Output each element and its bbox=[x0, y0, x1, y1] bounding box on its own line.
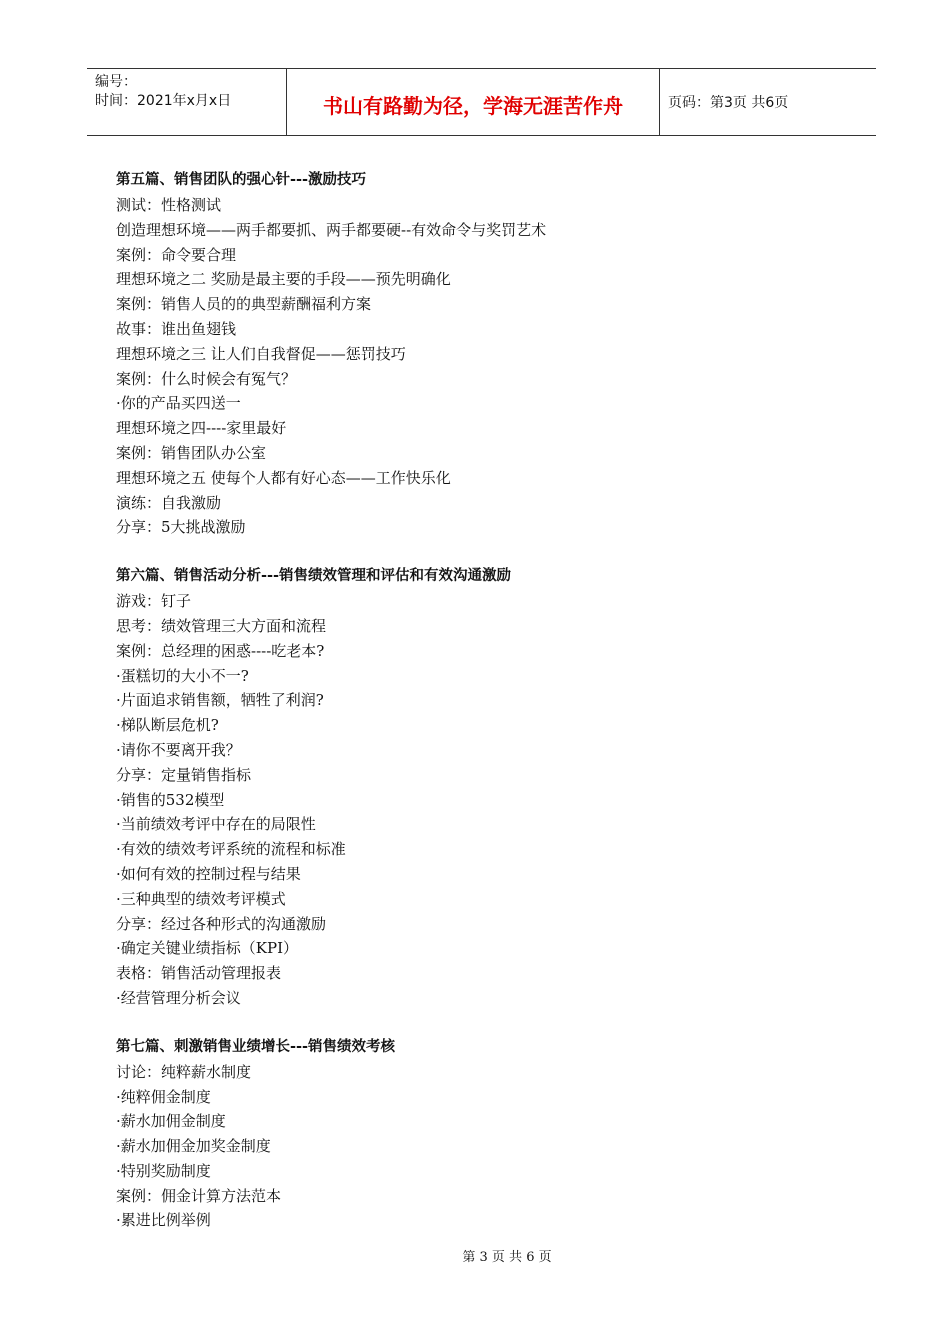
section-line: 讨论：纯粹薪水制度 bbox=[116, 1062, 252, 1081]
section-line: 表格：销售活动管理报表 bbox=[116, 964, 282, 983]
section-line: 理想环境之五 使每个人都有好心态——工作快乐化 bbox=[116, 468, 451, 487]
section-line: 理想环境之四----家里最好 bbox=[116, 419, 287, 438]
header-meta bbox=[87, 69, 287, 135]
page-header bbox=[87, 68, 876, 136]
section-line: ·经营管理分析会议 bbox=[116, 988, 241, 1007]
section-line: ·薪水加佣金制度 bbox=[116, 1112, 226, 1131]
time-label: 时间：2021年x月x日 bbox=[95, 93, 232, 109]
section-line: ·你的产品买四送一 bbox=[116, 394, 241, 413]
section-line: 案例：总经理的困惑----吃老本? bbox=[116, 641, 325, 660]
section-line: ·薪水加佣金加奖金制度 bbox=[116, 1137, 271, 1156]
section-line: 案例：销售团队办公室 bbox=[116, 443, 267, 462]
motto: 书山有路勤为径，学海无涯苦作舟 bbox=[287, 69, 660, 135]
section-line: 思考：绩效管理三大方面和流程 bbox=[116, 616, 327, 635]
section-line: ·特别奖励制度 bbox=[116, 1161, 211, 1180]
section-line: 分享：定量销售指标 bbox=[116, 765, 252, 784]
page-number-label: 页码：第3页 共6页 bbox=[668, 95, 789, 111]
section-line: ·有效的绩效考评系统的流程和标准 bbox=[116, 840, 346, 859]
section-line: 分享：5大挑战激励 bbox=[116, 518, 246, 537]
section-line: ·梯队断层危机? bbox=[116, 716, 219, 735]
section-line: 演练：自我激励 bbox=[116, 493, 222, 512]
section-line: ·确定关键业绩指标（KPI） bbox=[116, 939, 298, 958]
number-label: 编号： bbox=[95, 74, 137, 90]
document-section bbox=[116, 1035, 816, 1234]
document-section bbox=[116, 564, 816, 1011]
section-line: ·累进比例举例 bbox=[116, 1211, 211, 1230]
section-line: 案例：什么时候会有冤气？ bbox=[116, 369, 297, 388]
section-line: ·片面追求销售额，牺牲了利润? bbox=[116, 691, 324, 710]
section-line: 案例：销售人员的的典型薪酬福利方案 bbox=[116, 295, 372, 314]
section-line: ·当前绩效考评中存在的局限性 bbox=[116, 815, 316, 834]
section-line: ·请你不要离开我？ bbox=[116, 740, 241, 759]
section-line: 案例：佣金计算方法范本 bbox=[116, 1186, 282, 1205]
section-line: 创造理想环境——两手都要抓、两手都要硬--有效命令与奖罚艺术 bbox=[116, 220, 547, 239]
section-line: ·如何有效的控制过程与结果 bbox=[116, 864, 301, 883]
page-footer: 第 3 页 共 6 页 bbox=[462, 1250, 552, 1265]
document-section bbox=[116, 168, 816, 540]
section-title: 第六篇、销售活动分析---销售绩效管理和评估和有效沟通激励 bbox=[116, 568, 512, 585]
section-line: ·纯粹佣金制度 bbox=[116, 1087, 211, 1106]
section-line: 测试：性格测试 bbox=[116, 196, 222, 214]
section-line: 理想环境之二 奖励是最主要的手段——预先明确化 bbox=[116, 270, 451, 289]
section-line: 分享：经过各种形式的沟通激励 bbox=[116, 914, 327, 933]
section-line: ·三种典型的绩效考评模式 bbox=[116, 889, 286, 908]
section-line: 游戏：钉子 bbox=[116, 592, 192, 611]
section-line: ·蛋糕切的大小不一? bbox=[116, 666, 249, 685]
document-body bbox=[116, 168, 816, 1257]
section-title: 第五篇、销售团队的强心针---激励技巧 bbox=[116, 172, 367, 188]
section-title: 第七篇、刺激销售业绩增长---销售绩效考核 bbox=[116, 1038, 396, 1055]
section-line: 故事：谁出鱼翅钱 bbox=[116, 319, 237, 338]
section-line: 案例：命令要合理 bbox=[116, 245, 237, 264]
section-line: 理想环境之三 让人们自我督促——惩罚技巧 bbox=[116, 344, 406, 363]
section-line: ·销售的532模型 bbox=[116, 790, 225, 809]
